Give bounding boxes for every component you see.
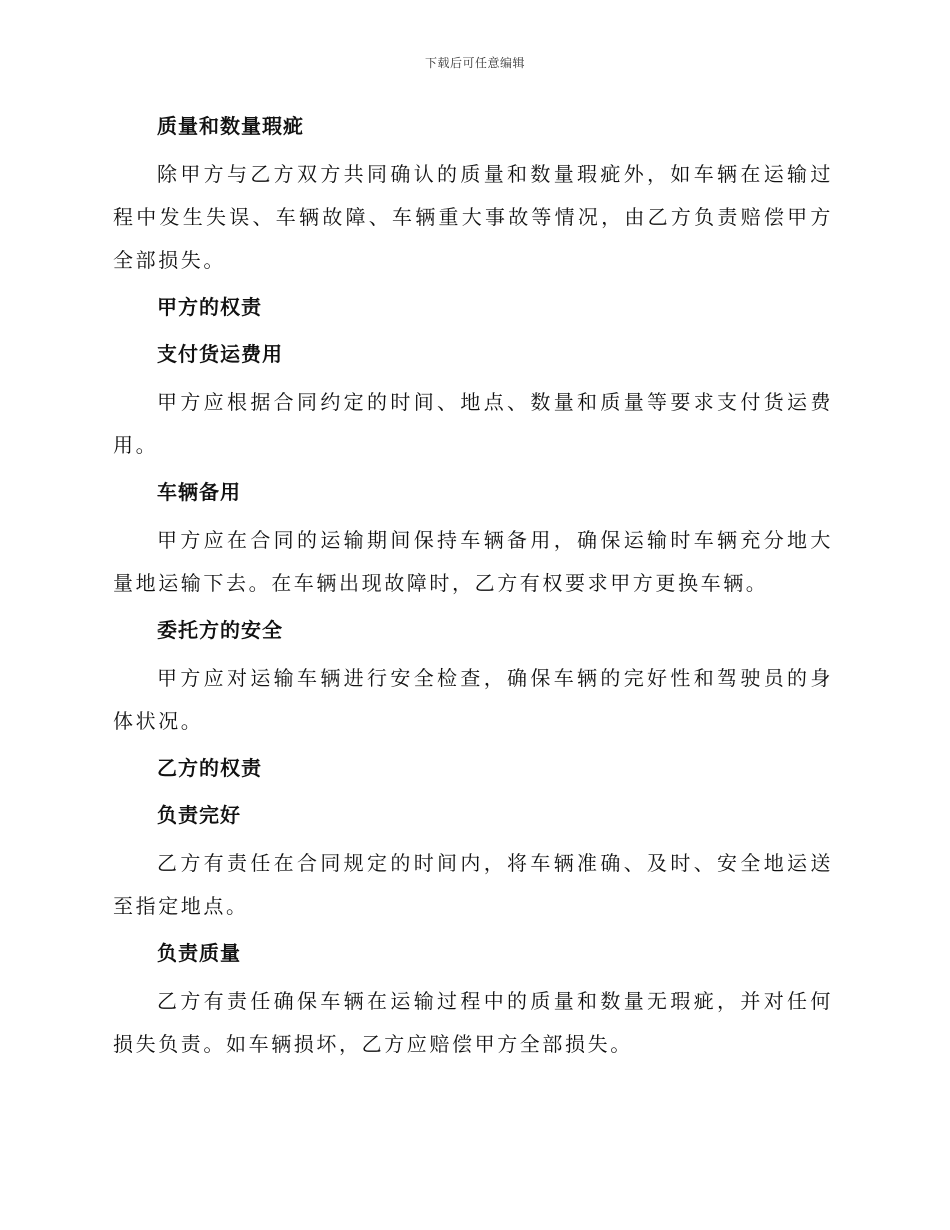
- section-heading-party-b-rights: 乙方的权责: [157, 756, 262, 780]
- paragraph-quality-defects: 除甲方与乙方双方共同确认的质量和数量瑕疵外，如车辆在运输过程中发生失误、车辆故障、车辆重大事故等情况，由乙方负责赔偿甲方全部损失。: [113, 162, 833, 272]
- document-body: [113, 106, 833, 1071]
- paragraph-pay-freight: 甲方应根据合同约定的时间、地点、数量和质量等要求支付货运费用。: [113, 390, 833, 457]
- section-heading-party-a-rights: 甲方的权责: [157, 295, 262, 319]
- paragraph-responsible-quality: 乙方有责任确保车辆在运输过程中的质量和数量无瑕疵，并对任何损失负责。如车辆损坏，乙方应赔偿甲方全部损失。: [113, 989, 833, 1056]
- section-heading-pay-freight: 支付货运费用: [157, 342, 283, 366]
- section-heading-responsible-intact: 负责完好: [157, 803, 241, 827]
- section-heading-quality-defects: 质量和数量瑕疵: [157, 114, 304, 138]
- page-header: 下载后可任意编辑: [424, 56, 525, 70]
- section-heading-vehicle-standby: 车辆备用: [157, 480, 241, 504]
- paragraph-client-safety: 甲方应对运输车辆进行安全检查，确保车辆的完好性和驾驶员的身体状况。: [113, 666, 833, 733]
- section-heading-client-safety: 委托方的安全: [157, 618, 283, 642]
- paragraph-vehicle-standby: 甲方应在合同的运输期间保持车辆备用，确保运输时车辆充分地大量地运输下去。在车辆出现故障时，乙方有权要求甲方更换车辆。: [113, 528, 833, 595]
- paragraph-responsible-intact: 乙方有责任在合同规定的时间内，将车辆准确、及时、安全地运送至指定地点。: [113, 851, 833, 918]
- section-heading-responsible-quality: 负责质量: [157, 941, 241, 965]
